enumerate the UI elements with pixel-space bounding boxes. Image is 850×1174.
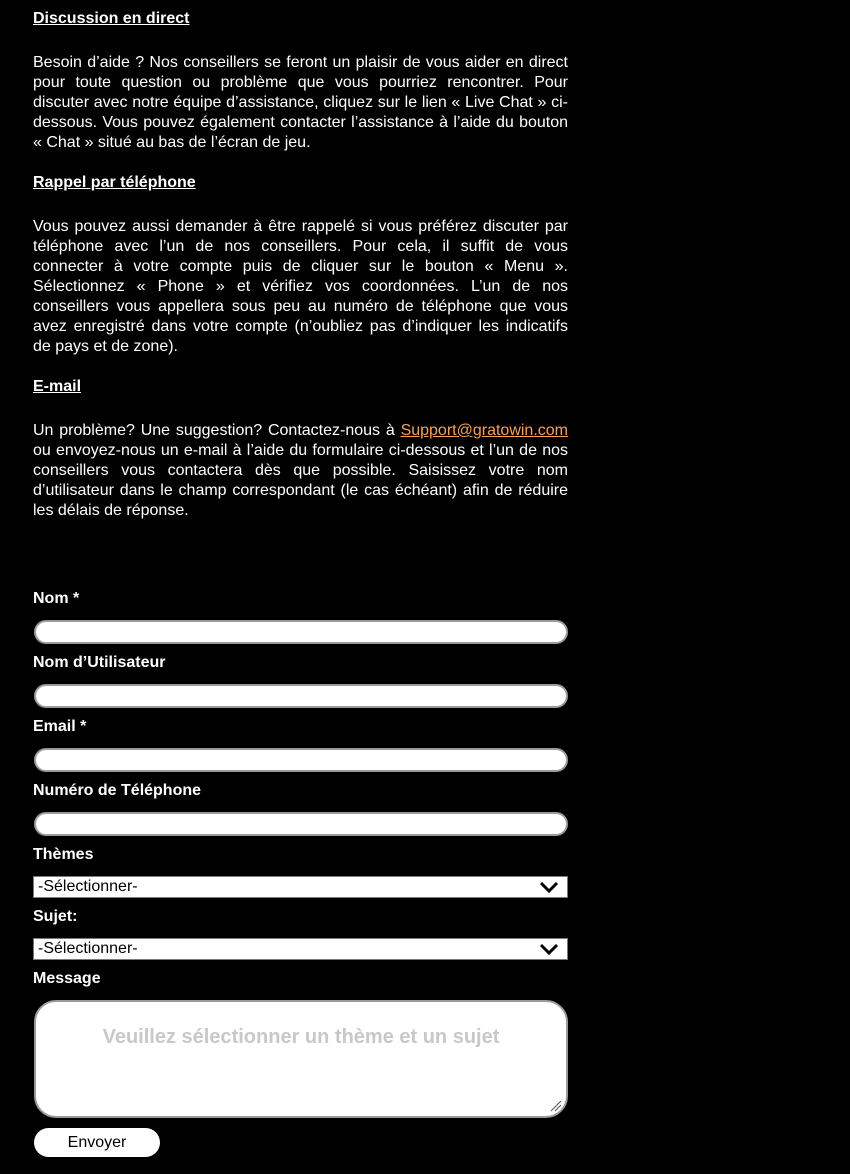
name-label: Nom * <box>33 590 80 607</box>
subject-select-value: -Sélectionner- <box>38 940 138 957</box>
themes-select[interactable] <box>33 876 568 898</box>
email-text-after: ou envoyez-nous un e-mail à l’aide du formulaire ci-dessous et l’un de nos conseillers vous contactera dès que possible. Saisissez votre nom d’utilisateur dans le champ correspondant (le cas échéant) afin de réduire les délais de réponse. <box>33 442 568 519</box>
support-email-link[interactable]: Support@gratowin.com <box>400 422 568 439</box>
themes-select-value: -Sélectionner- <box>38 878 138 895</box>
themes-label: Thèmes <box>33 846 94 863</box>
chevron-down-icon <box>539 881 559 895</box>
phone-input[interactable] <box>34 812 568 836</box>
username-input[interactable] <box>34 684 568 708</box>
resize-grip-icon[interactable] <box>550 1100 562 1112</box>
message-label: Message <box>33 970 101 987</box>
subject-label: Sujet: <box>33 908 78 925</box>
email-label: Email * <box>33 718 87 735</box>
username-label: Nom d’Utilisateur <box>33 654 166 671</box>
message-textarea[interactable] <box>34 1000 568 1118</box>
email-text-before: Un problème? Une suggestion? Contactez-nous à <box>33 422 401 439</box>
email-text <box>33 421 568 521</box>
chevron-down-icon <box>539 943 559 957</box>
email-input[interactable] <box>34 748 568 772</box>
name-input[interactable] <box>34 620 568 644</box>
email-heading: E-mail <box>33 378 82 395</box>
live-chat-heading: Discussion en direct <box>33 10 190 27</box>
subject-select[interactable] <box>33 938 568 960</box>
submit-button[interactable]: Envoyer <box>34 1128 160 1157</box>
live-chat-text: Besoin d’aide ? Nos conseillers se feront un plaisir de vous aider en direct pour toute question ou problème que vous pourriez rencontrer. Pour discuter avec notre équipe d’assistance, cliquez sur le lien « Live Chat » ci-dessous. Vous pouvez également contacter l’assistance à l’aide du bouton « Chat » situé au bas de l’écran de jeu. <box>33 54 568 151</box>
callback-heading: Rappel par téléphone <box>33 174 196 191</box>
message-placeholder: Veuillez sélectionner un thème et un sujet <box>102 1026 500 1048</box>
callback-text: Vous pouvez aussi demander à être rappelé si vous préférez discuter par téléphone avec l’un de nos conseillers. Pour cela, il suffit de vous connecter à votre compte puis de cliquer sur le bouton « Menu ». Sélectionnez « Phone » et vérifiez vos coordonnées. L’un de nos conseillers vous appellera sous peu au numéro de téléphone que vous avez enregistré dans votre compte (n’oubliez pas d’indiquer les indicatifs de pays et de zone). <box>33 218 568 355</box>
phone-label: Numéro de Téléphone <box>33 782 202 799</box>
